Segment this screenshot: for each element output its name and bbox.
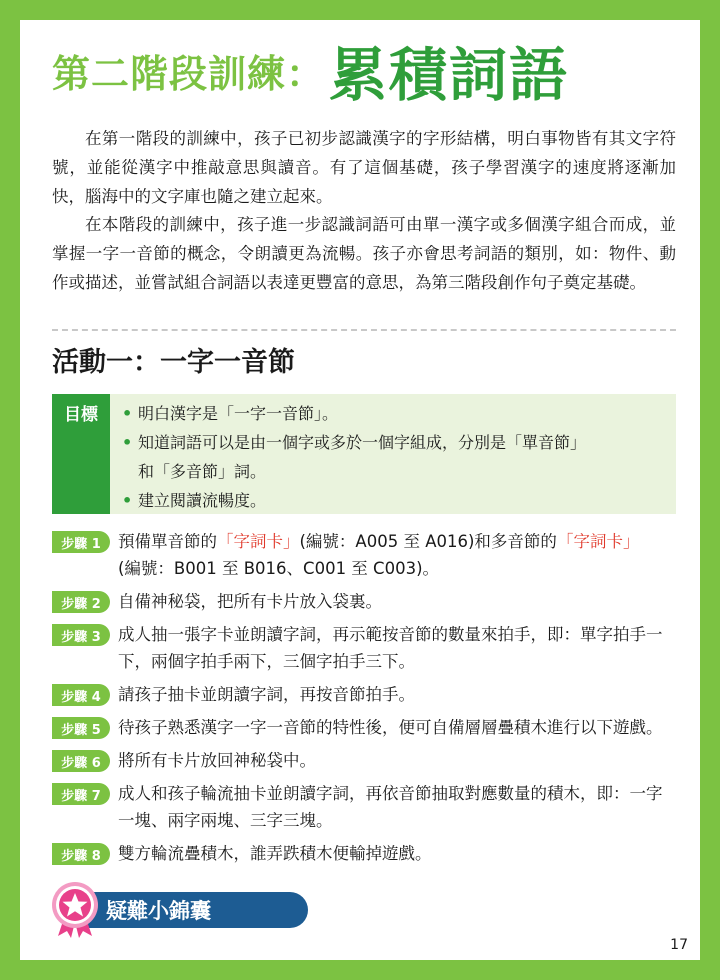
- tips-label: 疑難小錦囊: [80, 892, 308, 928]
- step-badge: 步驟 3: [52, 624, 110, 646]
- step-row: [52, 621, 678, 675]
- step-text: 雙方輪流疊積木，誰弄跌積木便輸掉遊戲。: [118, 844, 432, 863]
- step-badge: 步驟 1: [52, 531, 110, 553]
- title-main: 累積詞語: [329, 41, 570, 109]
- step-text: 請孩子抽卡並朗讀字詞，再按音節拍手。: [118, 685, 415, 704]
- goal-box: [52, 394, 676, 514]
- step-text: 將所有卡片放回神秘袋中。: [118, 751, 316, 770]
- section-divider: [52, 329, 676, 331]
- goal-item-text: • 知道詞語可以是由一個字或多於一個字組成，分別是「單音節」: [138, 433, 587, 452]
- page-border-left: [0, 0, 20, 980]
- step-text-part: (編號：A005 至 A016)和多音節的: [299, 532, 557, 551]
- goal-list: [110, 394, 586, 514]
- step-text-part: (編號：B001 至 B016、C001 至 C003)。: [118, 559, 440, 578]
- goal-label: 目標: [52, 394, 110, 514]
- activity-title: 活動一：一字一音節: [52, 347, 295, 378]
- step-text: [118, 528, 639, 582]
- goal-item-text-continued: 和「多音節」詞。: [138, 462, 267, 481]
- goal-item-text: 建立閱讀流暢度。: [138, 491, 267, 510]
- goal-item: [122, 428, 586, 486]
- word-card-highlight: 「字詞卡」: [217, 532, 300, 551]
- page-border-bottom: [0, 960, 720, 980]
- page-title: [52, 30, 569, 110]
- step-text-part: 預備單音節的: [118, 532, 217, 551]
- step-row: [52, 747, 678, 774]
- word-card-highlight: 「字詞卡」: [556, 532, 640, 551]
- step-badge: 步驟 6: [52, 750, 110, 772]
- steps-list: [52, 528, 678, 873]
- step-row: [52, 780, 678, 834]
- intro-paragraph-1: 在第一階段的訓練中，孩子已初步認識漢字的字形結構，明白事物皆有其文字符號，並能從漢字中推敲意思與讀音。有了這個基礎，孩子學習漢字的速度將逐漸加快，腦海中的文字庫也隨之建立起來。: [52, 129, 676, 206]
- goal-item-text: 明白漢字是「一字一音節」。: [138, 404, 339, 423]
- tips-banner: [50, 880, 270, 940]
- step-row: [52, 588, 678, 615]
- page-number: 17: [670, 937, 688, 953]
- title-prefix: 第二階段訓練：: [52, 51, 326, 96]
- star-badge-icon: [50, 880, 100, 938]
- step-badge: 步驟 7: [52, 783, 110, 805]
- intro-paragraph-2: 在本階段的訓練中，孩子進一步認識詞語可由單一漢字或多個漢字組合而成，並掌握一字一音節的概念，令朗讀更為流暢。孩子亦會思考詞語的類別，如：物件、動作或描述，並嘗試組合詞語以表達更豐富的意思，為第三階段創作句子奠定基礎。: [52, 215, 676, 292]
- step-row: [52, 714, 678, 741]
- goal-item: [122, 486, 586, 515]
- step-badge: 步驟 8: [52, 843, 110, 865]
- page-border-right: [700, 0, 720, 980]
- step-row: [52, 681, 678, 708]
- step-badge: 步驟 2: [52, 591, 110, 613]
- step-badge: 步驟 5: [52, 717, 110, 739]
- step-row: [52, 528, 678, 582]
- page-border-top: [0, 0, 720, 20]
- step-badge: 步驟 4: [52, 684, 110, 706]
- step-text: 成人抽一張字卡並朗讀字詞，再示範按音節的數量來拍手，即：單字拍手一下，兩個字拍手兩下，三個字拍手三下。: [118, 625, 663, 671]
- step-text: 自備神秘袋，把所有卡片放入袋裏。: [118, 592, 382, 611]
- goal-item: [122, 399, 586, 428]
- step-row: [52, 840, 678, 867]
- step-text: 待孩子熟悉漢字一字一音節的特性後，便可自備層層疊積木進行以下遊戲。: [118, 718, 663, 737]
- step-text: 成人和孩子輪流抽卡並朗讀字詞，再依音節抽取對應數量的積木，即：一字一塊、兩字兩塊、三字三塊。: [118, 784, 663, 830]
